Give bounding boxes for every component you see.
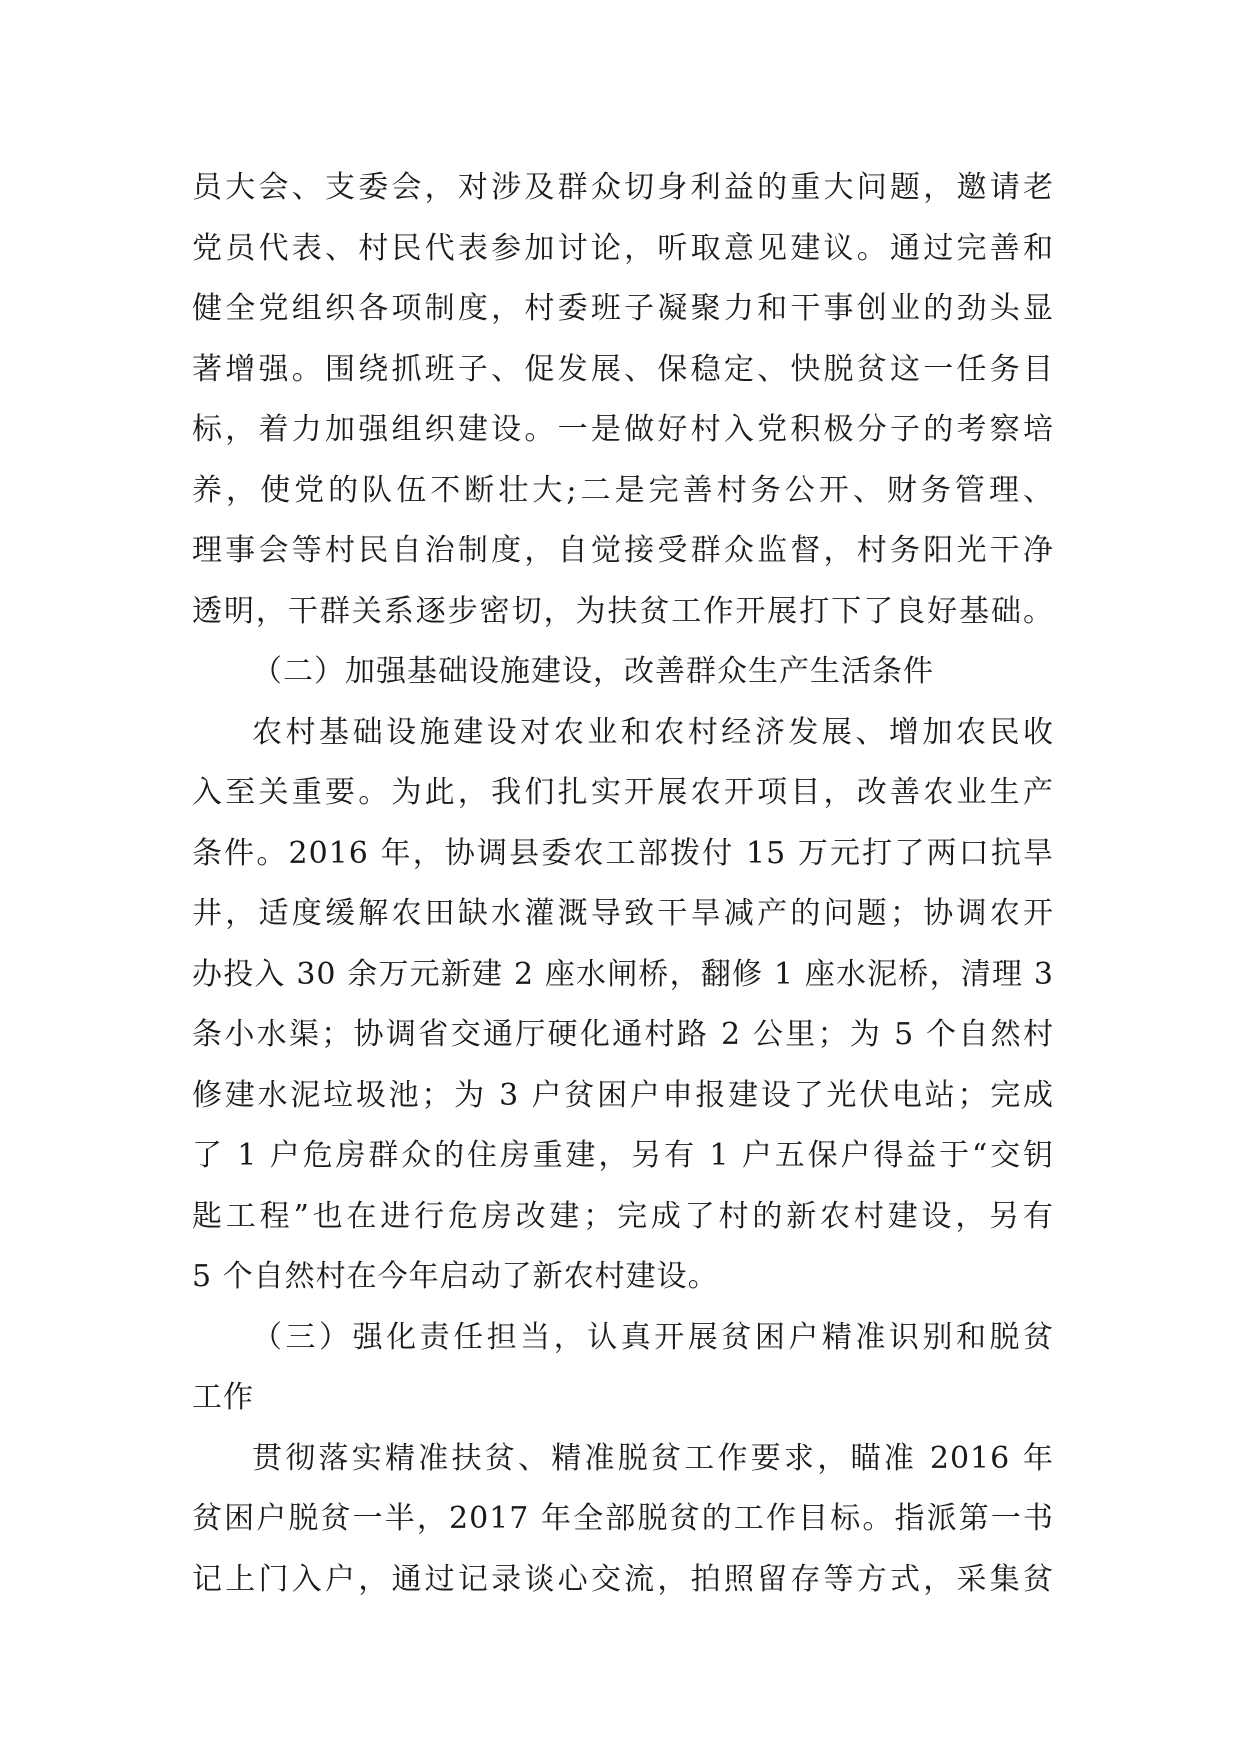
text-line: 工作 xyxy=(192,1380,254,1415)
text-line: 办投入 30 余万元新建 2 座水闸桥，翻修 1 座水泥桥，清理 3 xyxy=(192,956,1054,992)
text-line: 修建水泥垃圾池；为 3 户贫困户申报建设了光伏电站；完成 xyxy=(192,1077,1054,1113)
text-line: 了 1 户危房群众的住房重建，另有 1 户五保户得益于“交钥 xyxy=(192,1138,1054,1173)
text-line: 理事会等村民自治制度，自觉接受群众监督，村务阳光干净 xyxy=(192,533,1054,568)
text-line: 条小水渠；协调省交通厅硬化通村路 2 公里；为 5 个自然村 xyxy=(192,1017,1054,1052)
text-line: 井，适度缓解农田缺水灌溉导致干旱减产的问题；协调农开 xyxy=(192,896,1054,931)
text-line: 匙工程”也在进行危房改建；完成了村的新农村建设，另有 xyxy=(192,1198,1054,1234)
text-line: 养，使党的队伍不断壮大;二是完善村务公开、财务管理、 xyxy=(192,472,1054,508)
section-heading-line: （三）强化责任担当，认真开展贫困户精准识别和脱贫 xyxy=(252,1319,1054,1355)
section-heading-line: （二）加强基础设施建设，改善群众生产生活条件 xyxy=(252,654,934,689)
text-line: 农村基础设施建设对农业和农村经济发展、增加农民收 xyxy=(252,714,1054,750)
text-line: 贫困户脱贫一半，2017 年全部脱贫的工作目标。指派第一书 xyxy=(192,1501,1054,1536)
text-line: 入至关重要。为此，我们扎实开展农开项目，改善农业生产 xyxy=(192,775,1054,810)
text-line: 员大会、支委会，对涉及群众切身利益的重大问题，邀请老 xyxy=(192,170,1054,205)
text-line: 5 个自然村在今年启动了新农村建设。 xyxy=(192,1259,719,1294)
text-line: 记上门入户，通过记录谈心交流，拍照留存等方式，采集贫 xyxy=(192,1561,1054,1597)
text-line: 标，着力加强组织建设。一是做好村入党积极分子的考察培 xyxy=(192,412,1054,447)
text-line: 条件。2016 年，协调县委农工部拨付 15 万元打了两口抗旱 xyxy=(192,835,1054,871)
text-line: 党员代表、村民代表参加讨论，听取意见建议。通过完善和 xyxy=(192,230,1054,266)
text-line: 透明，干群关系逐步密切，为扶贫工作开展打下了良好基础。 xyxy=(192,593,1054,629)
document-page xyxy=(192,158,1054,1610)
text-line: 著增强。围绕抓班子、促发展、保稳定、快脱贫这一任务目 xyxy=(192,351,1054,387)
text-line: 健全党组织各项制度，村委班子凝聚力和干事创业的劲头显 xyxy=(192,291,1054,326)
text-line: 贯彻落实精准扶贫、精准脱贫工作要求，瞄准 2016 年 xyxy=(252,1440,1054,1476)
